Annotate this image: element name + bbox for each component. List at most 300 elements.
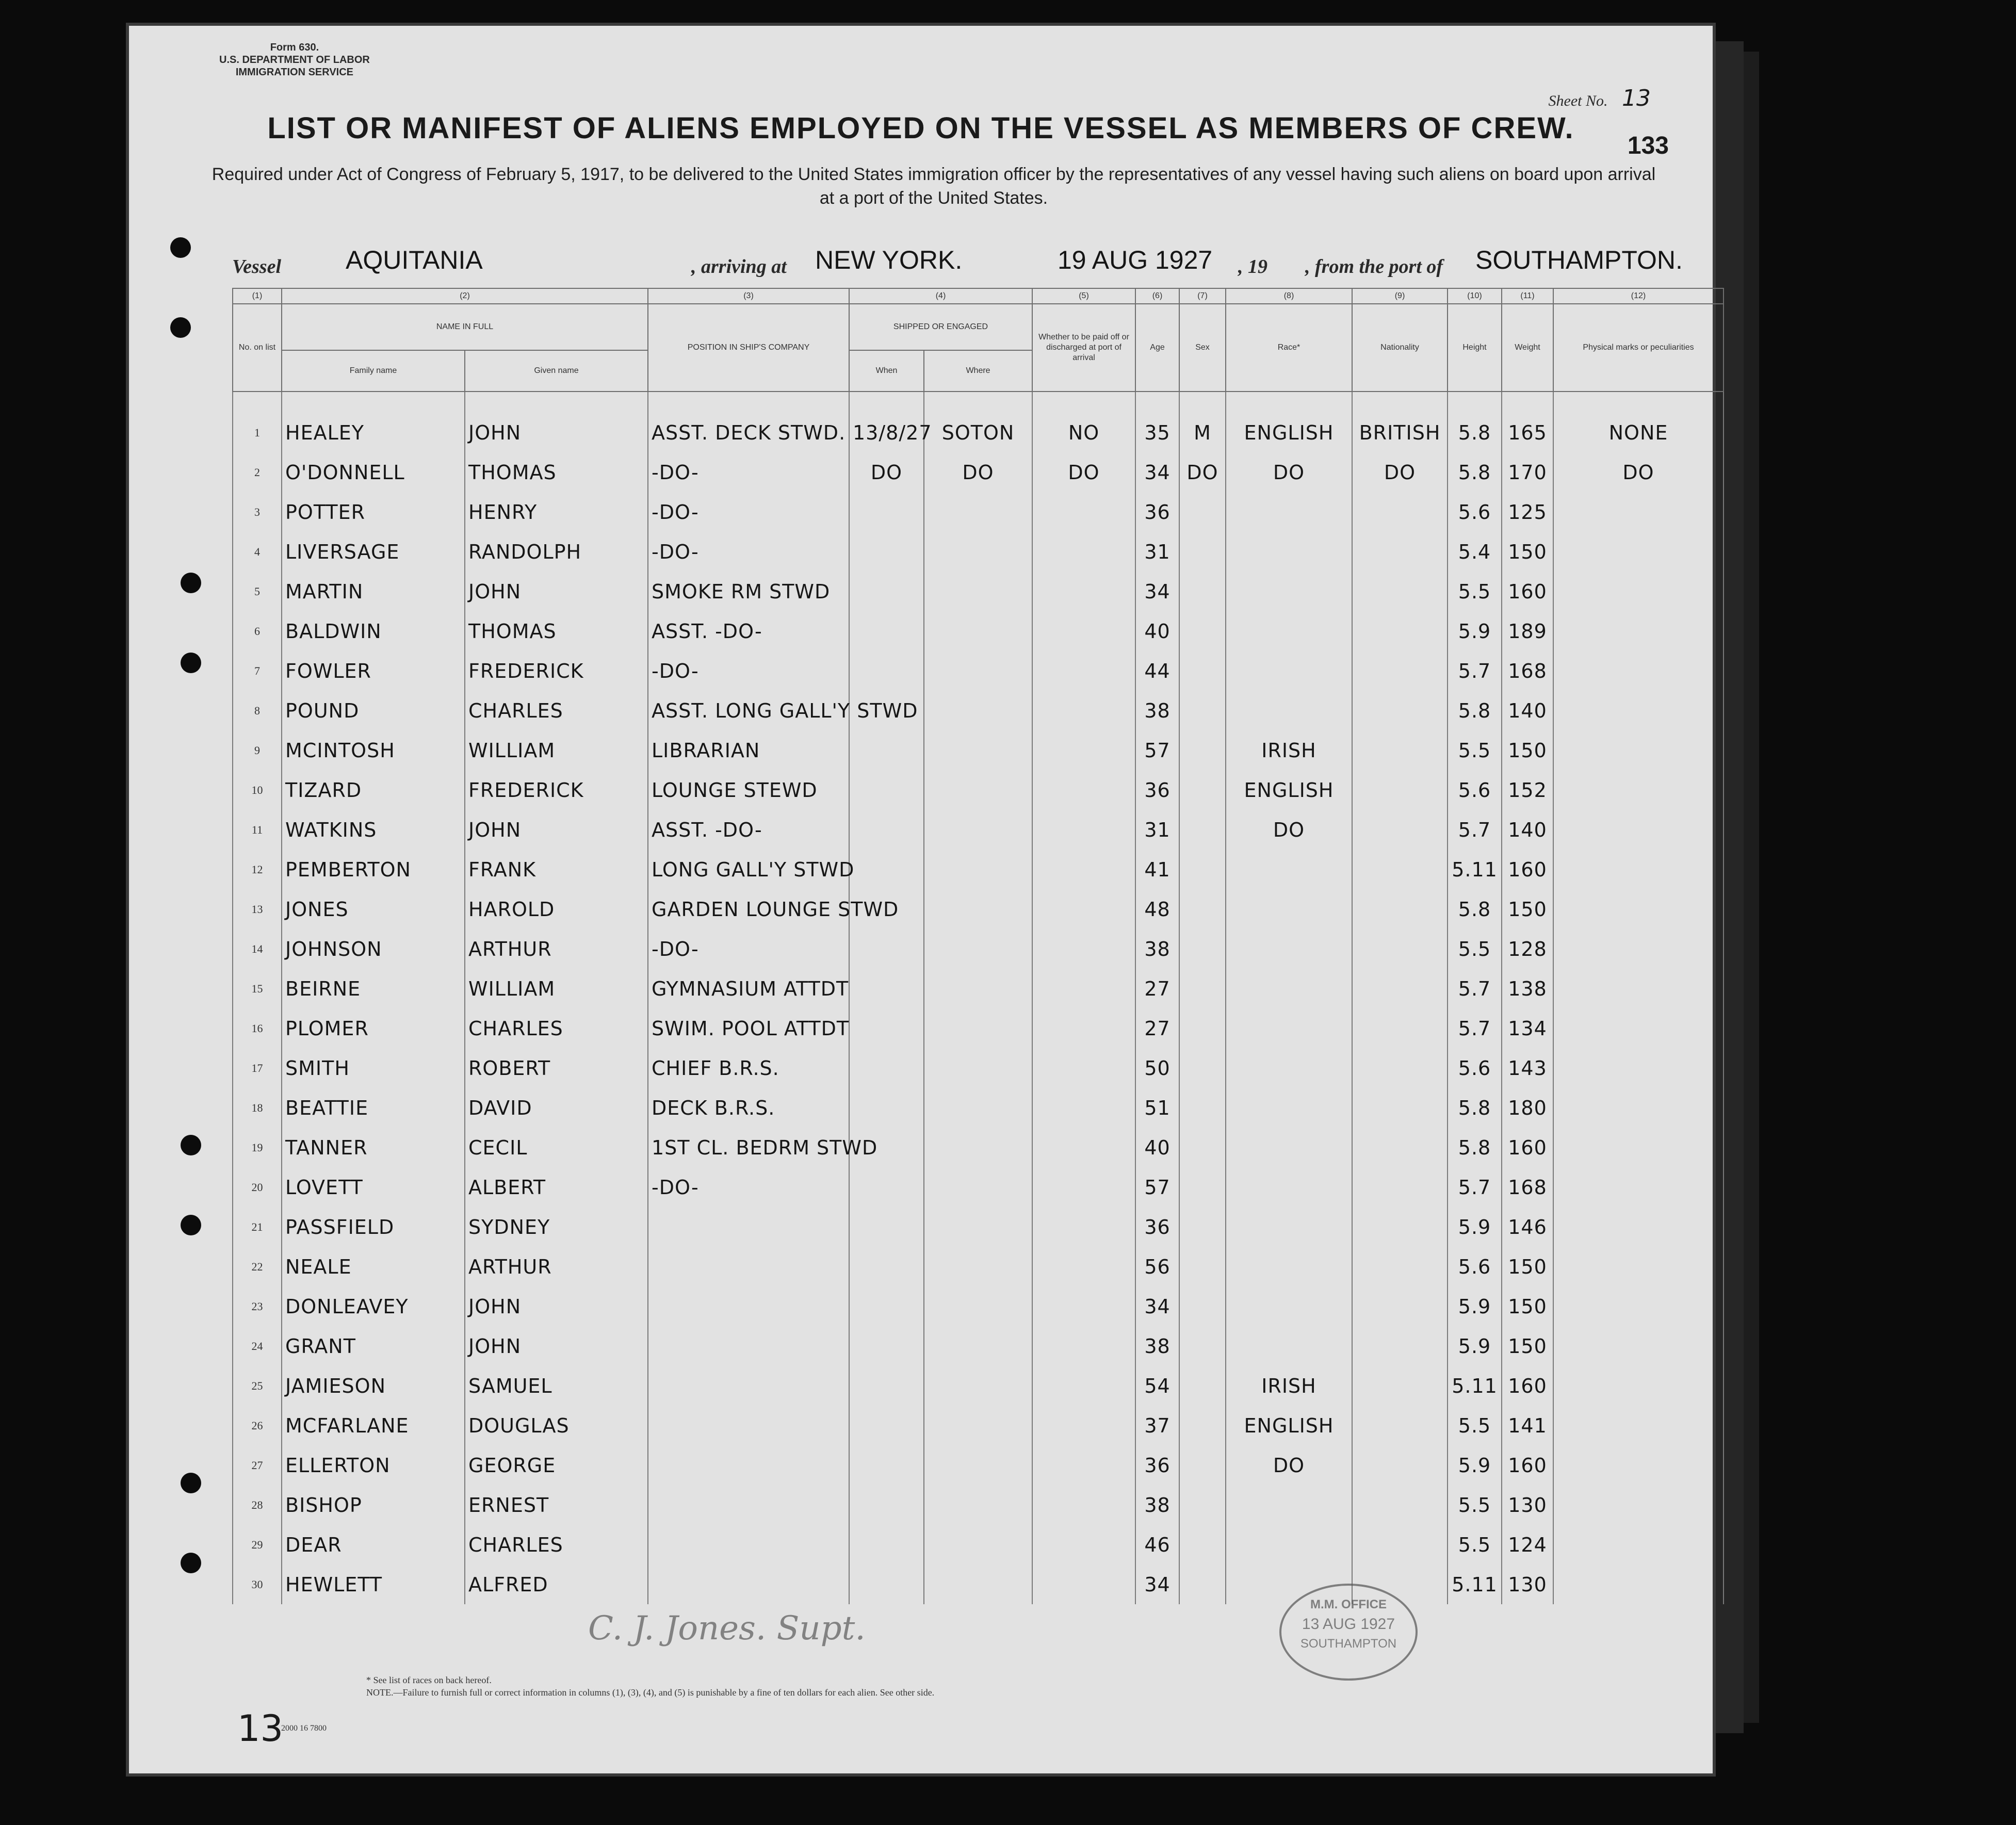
shipped-where: [924, 1286, 1032, 1326]
position: [648, 1445, 849, 1485]
col-name-in-full: NAME IN FULL: [282, 304, 648, 350]
sex: [1179, 651, 1226, 691]
position: 1ST CL. BEDRM STWD: [648, 1128, 849, 1167]
age: 38: [1135, 691, 1179, 730]
physical-marks: [1553, 492, 1724, 532]
binder-hole: [181, 1473, 201, 1493]
race: [1226, 1286, 1352, 1326]
given-name: THOMAS: [465, 452, 648, 492]
weight: 138: [1502, 969, 1553, 1008]
sex: [1179, 1485, 1226, 1525]
weight: 160: [1502, 572, 1553, 611]
height: 5.9: [1448, 1326, 1502, 1366]
crew-manifest-table: [232, 288, 1724, 1604]
col-2-num: (2): [282, 288, 648, 304]
manifest-page: [129, 26, 1713, 1773]
row-number: 16: [233, 1008, 282, 1048]
paid-off: [1032, 1326, 1135, 1366]
row-number: 18: [233, 1088, 282, 1128]
shipped-where: [924, 810, 1032, 850]
race: [1226, 1485, 1352, 1525]
row-number: 2: [233, 452, 282, 492]
shipped-where: [924, 1207, 1032, 1247]
height: 5.9: [1448, 1286, 1502, 1326]
family-name: ELLERTON: [282, 1445, 465, 1485]
position: LOUNGE STEWD: [648, 770, 849, 810]
weight: 140: [1502, 691, 1553, 730]
height: 5.8: [1448, 691, 1502, 730]
height: 5.7: [1448, 651, 1502, 691]
paid-off: [1032, 969, 1135, 1008]
table-row: [233, 492, 1724, 532]
race: IRISH: [1226, 1366, 1352, 1406]
race: IRISH: [1226, 730, 1352, 770]
age: 40: [1135, 611, 1179, 651]
weight: 146: [1502, 1207, 1553, 1247]
paid-off: DO: [1032, 452, 1135, 492]
family-name: POTTER: [282, 492, 465, 532]
row-number: 1: [233, 413, 282, 452]
sex: DO: [1179, 452, 1226, 492]
height: 5.11: [1448, 850, 1502, 889]
nationality: [1352, 770, 1448, 810]
height: 5.6: [1448, 1247, 1502, 1286]
table-row: [233, 1128, 1724, 1167]
sex: [1179, 929, 1226, 969]
height: 5.7: [1448, 1008, 1502, 1048]
family-name: DONLEAVEY: [282, 1286, 465, 1326]
table-row: [233, 572, 1724, 611]
race: [1226, 1247, 1352, 1286]
col-nationality: Nationality: [1352, 304, 1448, 392]
physical-marks: [1553, 850, 1724, 889]
row-number: 20: [233, 1167, 282, 1207]
table-row: [233, 810, 1724, 850]
nationality: [1352, 1128, 1448, 1167]
sex: [1179, 1445, 1226, 1485]
row-number: 15: [233, 969, 282, 1008]
row-number: 27: [233, 1445, 282, 1485]
position: -DO-: [648, 929, 849, 969]
shipped-where: DO: [924, 452, 1032, 492]
col-age: Age: [1135, 304, 1179, 392]
stamp-line-1: M.M. OFFICE: [1310, 1598, 1387, 1611]
physical-marks: [1553, 1326, 1724, 1366]
col-race: Race*: [1226, 304, 1352, 392]
col-where: Where: [924, 350, 1032, 392]
shipped-where: [924, 532, 1032, 572]
physical-marks: [1553, 1525, 1724, 1565]
row-number: 4: [233, 532, 282, 572]
row-number: 21: [233, 1207, 282, 1247]
table-row: [233, 1565, 1724, 1604]
weight: 160: [1502, 1445, 1553, 1485]
nationality: [1352, 1525, 1448, 1565]
sex: [1179, 1326, 1226, 1366]
table-row: [233, 1366, 1724, 1406]
given-name: JOHN: [465, 810, 648, 850]
table-row: [233, 1247, 1724, 1286]
height: 5.8: [1448, 889, 1502, 929]
sex: [1179, 1286, 1226, 1326]
table-row: [233, 1525, 1724, 1565]
height: 5.5: [1448, 1485, 1502, 1525]
weight: 160: [1502, 850, 1553, 889]
table-row: [233, 1167, 1724, 1207]
position: [648, 1565, 849, 1604]
col-sex: Sex: [1179, 304, 1226, 392]
given-name: FRANK: [465, 850, 648, 889]
nationality: [1352, 850, 1448, 889]
age: 38: [1135, 1485, 1179, 1525]
age: 36: [1135, 1445, 1179, 1485]
col-3-num: (3): [648, 288, 849, 304]
form-number: Form 630.: [270, 42, 319, 53]
shipped-when: [849, 611, 924, 651]
shipped-when: [849, 1088, 924, 1128]
position: -DO-: [648, 1167, 849, 1207]
weight: 130: [1502, 1565, 1553, 1604]
position: [648, 1286, 849, 1326]
physical-marks: [1553, 1366, 1724, 1406]
nationality: BRITISH: [1352, 413, 1448, 452]
shipped-when: [849, 1445, 924, 1485]
family-name: PLOMER: [282, 1008, 465, 1048]
sex: [1179, 1167, 1226, 1207]
paid-off: [1032, 651, 1135, 691]
position: CHIEF B.R.S.: [648, 1048, 849, 1088]
race: [1226, 1048, 1352, 1088]
paid-off: [1032, 1445, 1135, 1485]
physical-marks: [1553, 572, 1724, 611]
shipped-where: [924, 1485, 1032, 1525]
shipped-when: [849, 492, 924, 532]
paid-off: [1032, 1565, 1135, 1604]
family-name: O'DONNELL: [282, 452, 465, 492]
weight: 140: [1502, 810, 1553, 850]
given-name: ROBERT: [465, 1048, 648, 1088]
nationality: [1352, 929, 1448, 969]
physical-marks: [1553, 1207, 1724, 1247]
binder-hole: [170, 317, 191, 338]
age: 34: [1135, 1286, 1179, 1326]
position: LIBRARIAN: [648, 730, 849, 770]
sheet-edge: [1744, 52, 1759, 1723]
race: [1226, 572, 1352, 611]
shipped-when: [849, 1485, 924, 1525]
stamp-line-2: 13 AUG 1927: [1302, 1616, 1395, 1633]
binder-hole: [181, 573, 201, 593]
col-physical-marks: Physical marks or peculiarities: [1553, 304, 1724, 392]
binder-hole: [181, 1215, 201, 1235]
race: [1226, 1128, 1352, 1167]
sex: [1179, 850, 1226, 889]
paid-off: [1032, 1008, 1135, 1048]
shipped-where: [924, 850, 1032, 889]
age: 36: [1135, 1207, 1179, 1247]
shipped-when: [849, 1008, 924, 1048]
row-number: 28: [233, 1485, 282, 1525]
race: DO: [1226, 1445, 1352, 1485]
given-name: WILLIAM: [465, 730, 648, 770]
shipped-when: [849, 1247, 924, 1286]
shipped-where: [924, 730, 1032, 770]
col-4-num: (4): [849, 288, 1032, 304]
age: 37: [1135, 1406, 1179, 1445]
physical-marks: [1553, 929, 1724, 969]
row-number: 22: [233, 1247, 282, 1286]
given-name: ARTHUR: [465, 929, 648, 969]
stamp-line-3: SOUTHAMPTON: [1300, 1637, 1397, 1651]
position: ASST. -DO-: [648, 611, 849, 651]
nationality: [1352, 651, 1448, 691]
shipped-where: [924, 1048, 1032, 1088]
col-1-num: (1): [233, 288, 282, 304]
position: [648, 1247, 849, 1286]
position: -DO-: [648, 532, 849, 572]
nationality: [1352, 492, 1448, 532]
nationality: [1352, 1366, 1448, 1406]
paid-off: [1032, 1485, 1135, 1525]
shipped-where: [924, 1445, 1032, 1485]
weight: 160: [1502, 1366, 1553, 1406]
col-position: POSITION IN SHIP'S COMPANY: [648, 304, 849, 392]
nationality: [1352, 1445, 1448, 1485]
paid-off: [1032, 1286, 1135, 1326]
position: SMOKE RM STWD: [648, 572, 849, 611]
given-name: CHARLES: [465, 1008, 648, 1048]
table-row: [233, 1088, 1724, 1128]
row-number: 8: [233, 691, 282, 730]
office-stamp: [1279, 1584, 1418, 1681]
position: -DO-: [648, 651, 849, 691]
footnote-penalty: NOTE.—Failure to furnish full or correct information in columns (1), (3), (4), and (5) is punishable by a fine of ten dollars for each alien. See other side.: [366, 1687, 935, 1698]
nationality: [1352, 1008, 1448, 1048]
family-name: TIZARD: [282, 770, 465, 810]
paid-off: [1032, 1167, 1135, 1207]
age: 56: [1135, 1247, 1179, 1286]
sex: [1179, 969, 1226, 1008]
weight: 168: [1502, 1167, 1553, 1207]
weight: 143: [1502, 1048, 1553, 1088]
sheet-label: Sheet No.: [1548, 92, 1608, 109]
from-label: , from the port of: [1305, 256, 1443, 278]
shipped-when: 13/8/27: [849, 413, 924, 452]
weight: 152: [1502, 770, 1553, 810]
shipped-when: [849, 1207, 924, 1247]
weight: 134: [1502, 1008, 1553, 1048]
row-number: 30: [233, 1565, 282, 1604]
shipped-when: [849, 770, 924, 810]
age: 35: [1135, 413, 1179, 452]
binder-hole: [181, 1553, 201, 1573]
shipped-where: [924, 1406, 1032, 1445]
nationality: [1352, 1048, 1448, 1088]
weight: 150: [1502, 1247, 1553, 1286]
sex: [1179, 770, 1226, 810]
position: SWIM. POOL ATTDT: [648, 1008, 849, 1048]
physical-marks: [1553, 889, 1724, 929]
family-name: POUND: [282, 691, 465, 730]
shipped-when: [849, 1167, 924, 1207]
sex: [1179, 1366, 1226, 1406]
table-row: [233, 1048, 1724, 1088]
age: 50: [1135, 1048, 1179, 1088]
family-name: LIVERSAGE: [282, 532, 465, 572]
age: 54: [1135, 1366, 1179, 1406]
given-name: RANDOLPH: [465, 532, 648, 572]
sheet-number: [1549, 85, 1651, 111]
shipped-when: [849, 572, 924, 611]
age: 51: [1135, 1088, 1179, 1128]
vessel-line: [232, 245, 1683, 281]
weight: 180: [1502, 1088, 1553, 1128]
arrival-port: NEW YORK.: [815, 246, 963, 274]
race: DO: [1226, 810, 1352, 850]
family-name: NEALE: [282, 1247, 465, 1286]
age: 57: [1135, 730, 1179, 770]
sex: [1179, 1088, 1226, 1128]
physical-marks: [1553, 691, 1724, 730]
physical-marks: [1553, 969, 1724, 1008]
row-number: 13: [233, 889, 282, 929]
physical-marks: [1553, 1128, 1724, 1167]
family-name: FOWLER: [282, 651, 465, 691]
row-number: 29: [233, 1525, 282, 1565]
nationality: [1352, 611, 1448, 651]
family-name: BEATTIE: [282, 1088, 465, 1128]
given-name: JOHN: [465, 1286, 648, 1326]
position: -DO-: [648, 492, 849, 532]
shipped-when: [849, 1366, 924, 1406]
position: ASST. -DO-: [648, 810, 849, 850]
race: [1226, 1207, 1352, 1247]
paid-off: [1032, 1406, 1135, 1445]
shipped-where: [924, 611, 1032, 651]
race: [1226, 929, 1352, 969]
table-row: [233, 850, 1724, 889]
age: 34: [1135, 1565, 1179, 1604]
physical-marks: [1553, 1485, 1724, 1525]
row-number: 24: [233, 1326, 282, 1366]
shipped-where: [924, 1128, 1032, 1167]
shipped-where: [924, 770, 1032, 810]
col-height: Height: [1448, 304, 1502, 392]
weight: 160: [1502, 1128, 1553, 1167]
table-row: [233, 1008, 1724, 1048]
family-name: PASSFIELD: [282, 1207, 465, 1247]
race: [1226, 651, 1352, 691]
height: 5.6: [1448, 770, 1502, 810]
physical-marks: [1553, 810, 1724, 850]
binder-hole: [170, 237, 191, 258]
table-row: [233, 651, 1724, 691]
paid-off: [1032, 770, 1135, 810]
height: 5.5: [1448, 730, 1502, 770]
nationality: DO: [1352, 452, 1448, 492]
shipped-where: [924, 492, 1032, 532]
physical-marks: [1553, 532, 1724, 572]
physical-marks: [1553, 651, 1724, 691]
paid-off: [1032, 1088, 1135, 1128]
family-name: BEIRNE: [282, 969, 465, 1008]
position: [648, 1207, 849, 1247]
height: 5.5: [1448, 1525, 1502, 1565]
table-row: [233, 1286, 1724, 1326]
shipped-when: [849, 1048, 924, 1088]
sex: [1179, 1048, 1226, 1088]
binder-hole: [181, 653, 201, 673]
sex: [1179, 532, 1226, 572]
sex: [1179, 572, 1226, 611]
given-name: DOUGLAS: [465, 1406, 648, 1445]
weight: 130: [1502, 1485, 1553, 1525]
col-11-num: (11): [1502, 288, 1553, 304]
col-shipped: SHIPPED OR ENGAGED: [849, 304, 1032, 350]
paid-off: [1032, 850, 1135, 889]
page-title: LIST OR MANIFEST OF ALIENS EMPLOYED ON THE VESSEL AS MEMBERS OF CREW.: [267, 111, 1574, 145]
given-name: HAROLD: [465, 889, 648, 929]
paid-off: [1032, 730, 1135, 770]
shipped-where: [924, 1565, 1032, 1604]
signature: C. J. Jones. Supt.: [588, 1609, 866, 1648]
position: [648, 1485, 849, 1525]
weight: 128: [1502, 929, 1553, 969]
paid-off: [1032, 691, 1135, 730]
weight: 124: [1502, 1525, 1553, 1565]
col-paid-off: Whether to be paid off or discharged at port of arrival: [1032, 304, 1135, 392]
race: [1226, 889, 1352, 929]
physical-marks: [1553, 1286, 1724, 1326]
weight: 165: [1502, 413, 1553, 452]
shipped-when: [849, 969, 924, 1008]
physical-marks: DO: [1553, 452, 1724, 492]
given-name: THOMAS: [465, 611, 648, 651]
height: 5.5: [1448, 1406, 1502, 1445]
print-code: 2000 16 7800: [281, 1724, 327, 1733]
age: 27: [1135, 1008, 1179, 1048]
paid-off: [1032, 611, 1135, 651]
row-number: 10: [233, 770, 282, 810]
race: [1226, 969, 1352, 1008]
page-number: 133: [1627, 132, 1669, 159]
sex: [1179, 810, 1226, 850]
family-name: MCINTOSH: [282, 730, 465, 770]
shipped-when: [849, 1326, 924, 1366]
race: [1226, 492, 1352, 532]
shipped-where: [924, 889, 1032, 929]
shipped-where: [924, 1366, 1032, 1406]
position: LONG GALL'Y STWD: [648, 850, 849, 889]
given-name: JOHN: [465, 572, 648, 611]
table-row: [233, 611, 1724, 651]
row-number: 3: [233, 492, 282, 532]
table-row: [233, 452, 1724, 492]
height: 5.8: [1448, 1088, 1502, 1128]
shipped-when: DO: [849, 452, 924, 492]
table-row: [233, 691, 1724, 730]
row-number: 19: [233, 1128, 282, 1167]
table-row: [233, 1406, 1724, 1445]
family-name: MARTIN: [282, 572, 465, 611]
col-6-num: (6): [1135, 288, 1179, 304]
weight: 141: [1502, 1406, 1553, 1445]
page-subtitle: Required under Act of Congress of February 5, 1917, to be delivered to the United States immigration officer by the representatives of any vessel having such aliens on board upon arrival at a port of the United States.: [212, 165, 1656, 208]
given-name: FREDERICK: [465, 651, 648, 691]
sex: [1179, 492, 1226, 532]
position: [648, 1525, 849, 1565]
shipped-where: [924, 969, 1032, 1008]
